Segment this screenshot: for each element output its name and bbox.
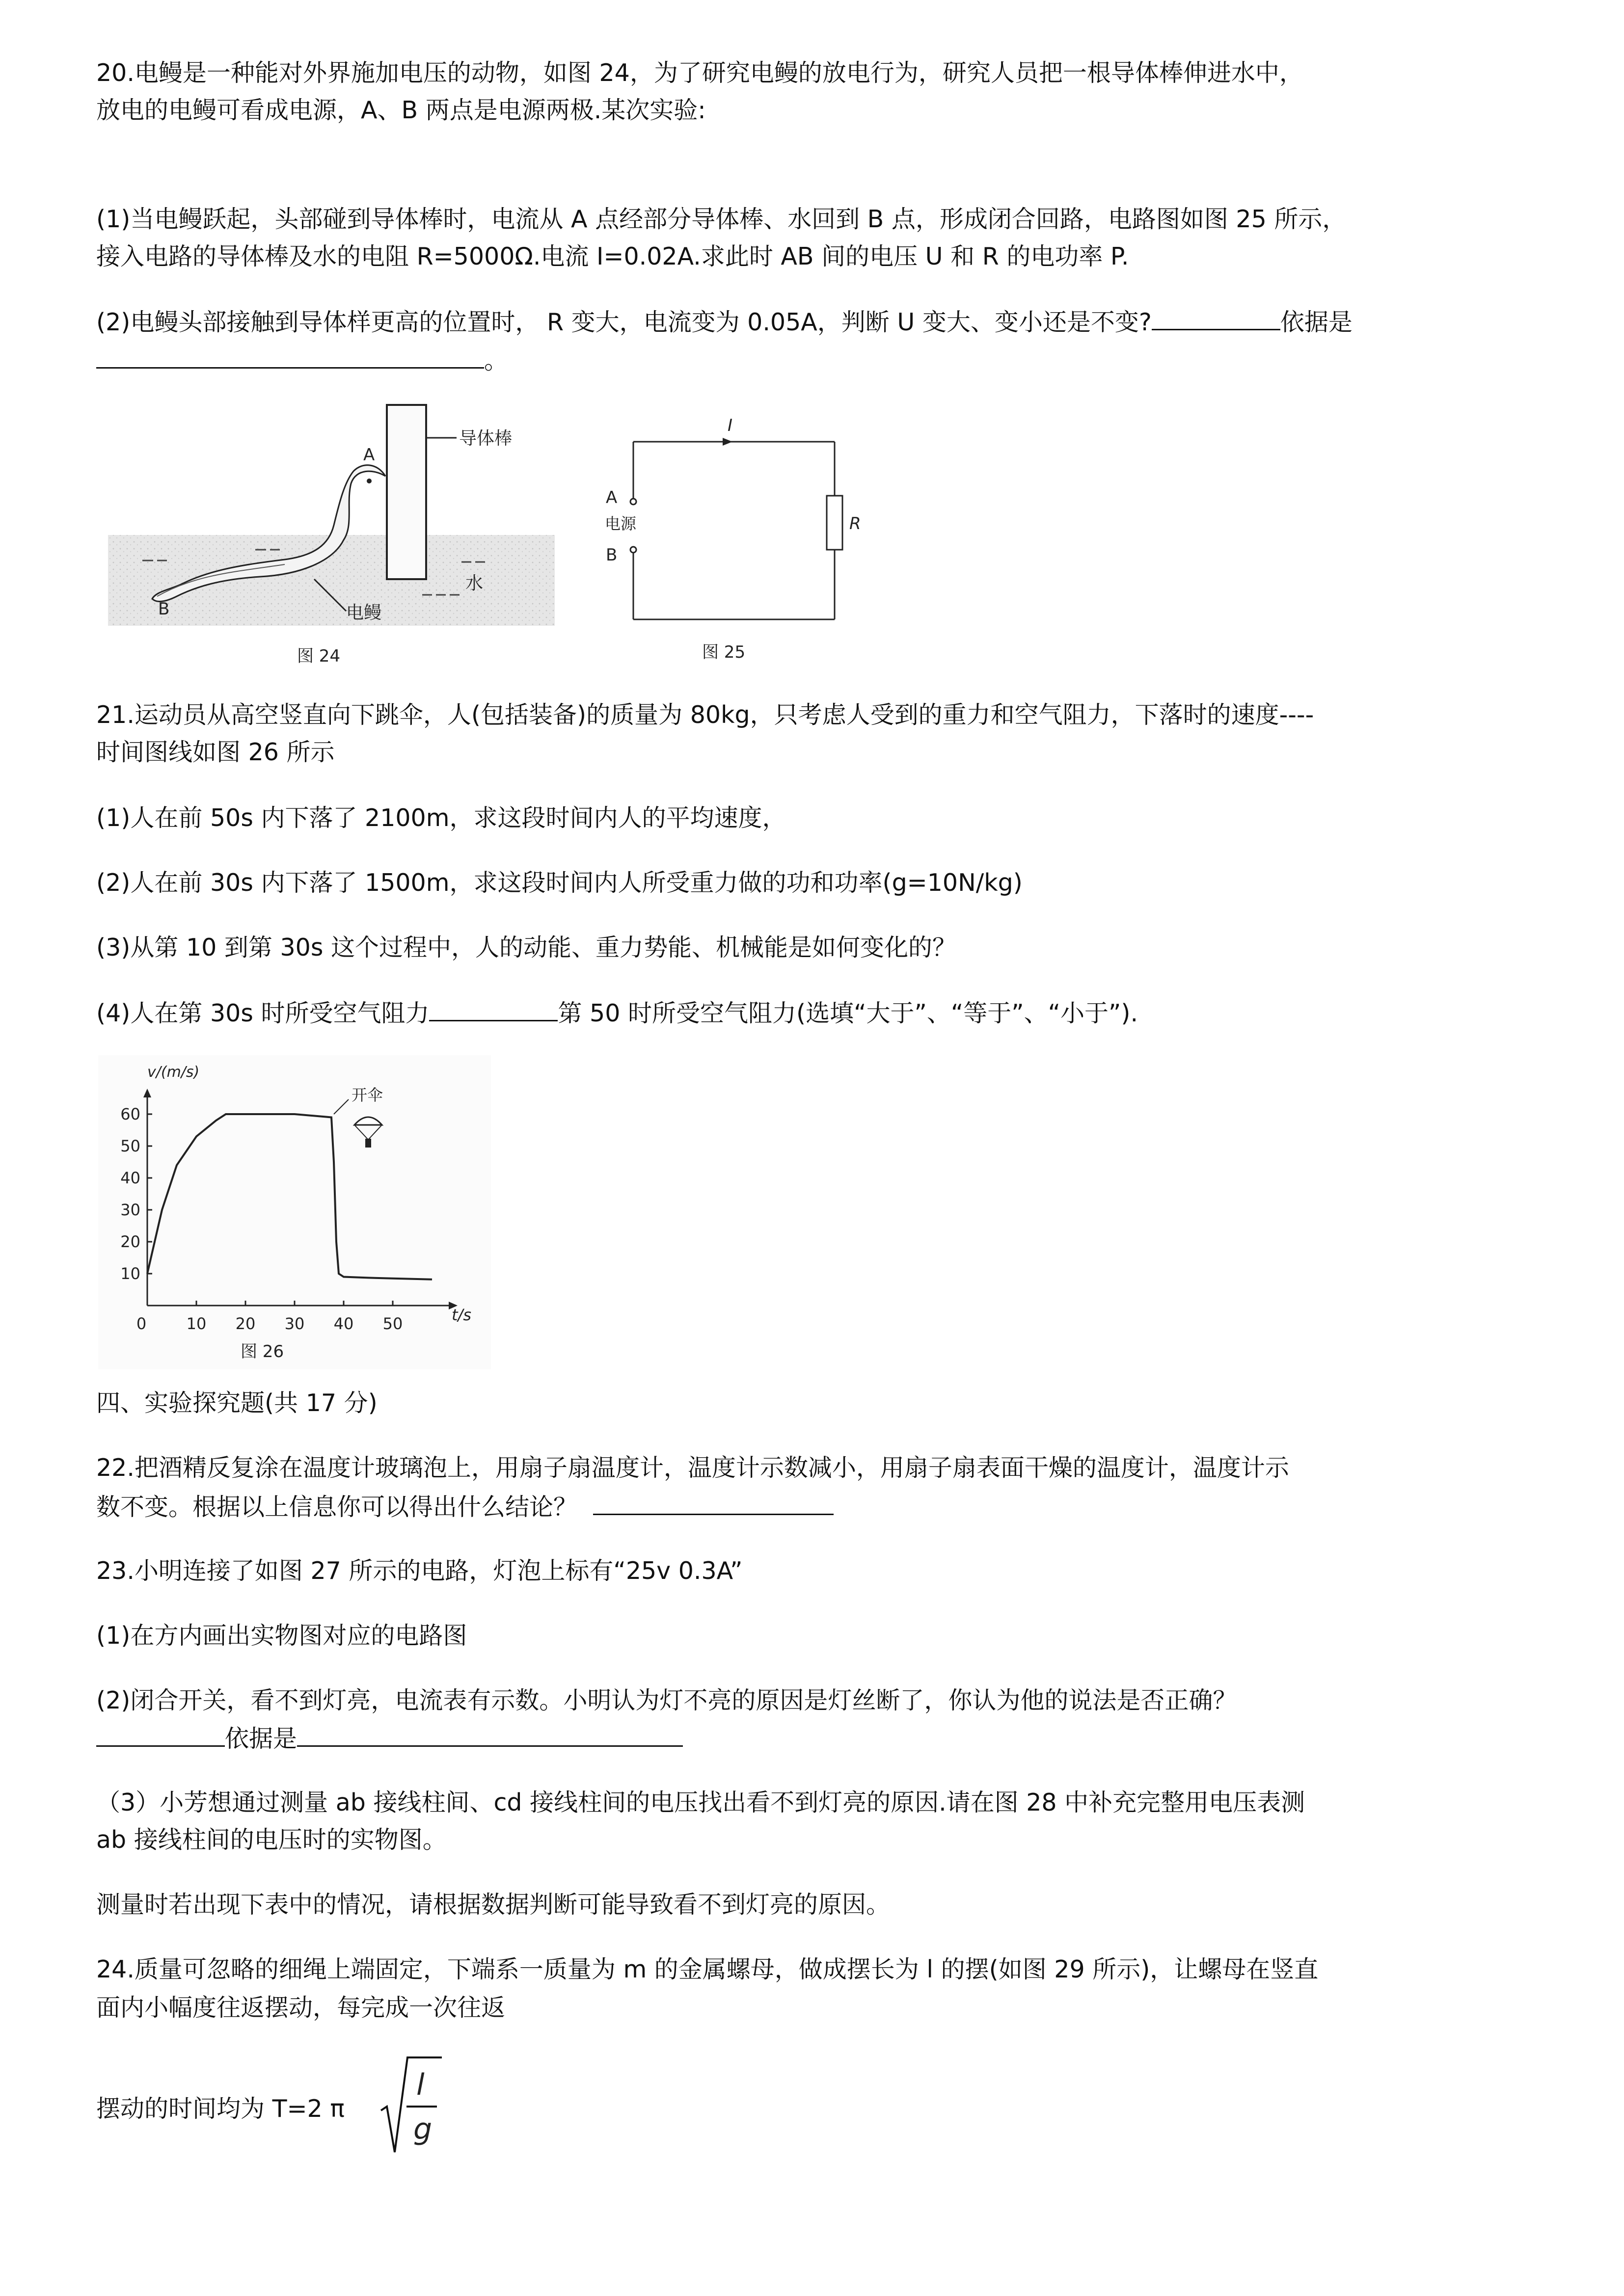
q20-part1-line-1: (1)当电鳗跃起，头部碰到导体棒时，电流从 A 点经部分导体棒、水回到 B 点，形成闭合回路，电路图如图 25 所示， [96,205,1347,233]
q22-line-2 [96,1494,834,1519]
q20-part2-basis: 依据是 [1280,308,1353,336]
formula-numerator: l [416,2068,425,2102]
parachutist-icon [365,1139,371,1148]
q23-part2-basis: 依据是 [225,1725,298,1753]
conductor-rod [387,405,426,579]
q20-part2-end: 。 [484,347,509,374]
q24-line-2: 面内小幅度往返摆动，每完成一次往返 [96,1994,506,2022]
q20-intro-line-1: 20.电鳗是一种能对外界施加电压的动物，如图 24，为了研究电鳗的放电行为，研究人员把一根导体棒伸进水中， [96,59,1303,87]
answer-blank [429,1000,558,1021]
sqrt-sign [381,2057,442,2152]
x-tick-label: 40 [333,1314,354,1333]
x-tick-label: 20 [235,1314,256,1333]
q21-part3: (3)从第 10 到第 30s 这个过程中，人的动能、重力势能、机械能是如何变化的？ [96,934,956,961]
q24-line-3: 摆动的时间均为 T=2 π [96,2095,345,2123]
label-b: B [606,545,618,565]
y-axis-label: v/(m/s) [147,1064,200,1081]
label-resistor: R [849,514,861,534]
caption-fig25: 图 25 [702,642,746,662]
q23-part1: (1)在方内画出实物图对应的电路图 [96,1622,467,1650]
answer-blank [297,1726,683,1747]
x-tick-label: 50 [382,1314,403,1333]
figure-24 [98,402,555,677]
answer-blank [1152,309,1280,330]
resistor [827,496,842,550]
q21-intro-line-1: 21.运动员从高空竖直向下跳伞，人(包括装备)的质量为 80kg，只考虑人受到的重力和空气阻力，下落时的速度---- [96,701,1314,729]
label-power-source: 电源 [605,514,637,533]
answer-blank [593,1494,834,1515]
q20-part2-line-2 [96,347,508,373]
caption-fig24: 图 24 [297,646,341,666]
q22-text: 数不变。根据以上信息你可以得出什么结论？ [96,1493,578,1521]
answer-blank [96,347,484,369]
x-tick-label: 10 [186,1314,207,1333]
q23-part3-line-1: （3）小芳想通过测量 ab 接线柱间、cd 接线柱间的电压找出看不到灯亮的原因.请在图 28 中补充完整用电压表测 [96,1789,1305,1816]
section-title: 四、实验探究题(共 17 分) [96,1389,378,1417]
q23-part2-line-2 [96,1726,683,1751]
label-eel: 电鳗 [346,603,382,623]
q20-part2-text: (2)电鳗头部接触到导体样更高的位置时， R 变大，电流变为 0.05A，判断 U 变大、变小还是不变? [96,308,1152,336]
label-current: I [728,416,733,435]
pendulum-formula [378,2052,447,2160]
label-b: B [158,599,170,619]
y-tick-label: 20 [120,1232,140,1251]
q24-line-1: 24.质量可忽略的细绳上端固定，下端系一质量为 m 的金属螺母，做成摆长为 l 的摆(如图 29 所示)，让螺母在竖直 [96,1955,1319,1983]
caption-fig26: 图 26 [241,1342,284,1362]
q23-intro: 23.小明连接了如图 27 所示的电路，灯泡上标有“25v 0.3A” [96,1557,743,1585]
q23-part3-line-2: ab 接线柱间的电压时的实物图。 [96,1826,447,1854]
current-arrow [723,438,732,446]
y-tick-label: 60 [120,1105,140,1123]
figure-26 [98,1055,491,1369]
y-tick-label: 30 [120,1201,140,1219]
origin-label: 0 [136,1314,147,1333]
annotation-open-parachute: 开伞 [352,1086,383,1104]
y-tick-label: 10 [120,1264,140,1283]
label-water: 水 [465,573,484,593]
q20-intro-line-2: 放电的电鳗可看成电源，A、B 两点是电源两极.某次实验: [96,96,706,124]
q21-part2: (2)人在前 30s 内下落了 1500m，求这段时间内人所受重力做的功和功率(g=10N/kg) [96,869,1023,897]
q21-part4 [96,1000,1138,1025]
y-tick-label: 50 [120,1137,140,1155]
q21-part1: (1)人在前 50s 内下落了 2100m，求这段时间内人的平均速度， [96,804,786,832]
x-axis-label: t/s [452,1306,471,1324]
answer-blank [96,1726,225,1747]
q22-line-1: 22.把酒精反复涂在温度计玻璃泡上，用扇子扇温度计，温度计示数减小，用扇子扇表面干燥的温度计，温度计示 [96,1454,1289,1482]
q20-part2-line-1 [96,309,1353,334]
label-a: A [363,445,375,465]
q21-part4-text-a: (4)人在第 30s 时所受空气阻力 [96,999,430,1027]
q23-part4: 测量时若出现下表中的情况，请根据数据判断可能导致看不到灯亮的原因。 [96,1891,891,1919]
q20-part1-line-2: 接入电路的导体棒及水的电阻 R=5000Ω.电流 I=0.02A.求此时 AB 间的电压 U 和 R 的电功率 P. [96,242,1129,270]
velocity-time-chart [98,1055,491,1369]
formula-denominator: g [413,2112,433,2146]
figure-25 [594,402,869,677]
q21-intro-line-2: 时间图线如图 26 所示 [96,738,335,766]
q23-part2-line-1: (2)闭合开关，看不到灯亮，电流表有示数。小明认为灯不亮的原因是灯丝断了，你认为他的说法是否正确？ [96,1686,1237,1714]
y-tick-label: 40 [120,1169,140,1187]
q21-part4-text-b: 第 50 时所受空气阻力(选填“大于”、“等于”、“小于”). [558,999,1138,1027]
label-a: A [606,488,618,507]
x-tick-label: 30 [284,1314,305,1333]
label-conductor-rod: 导体棒 [459,428,513,449]
